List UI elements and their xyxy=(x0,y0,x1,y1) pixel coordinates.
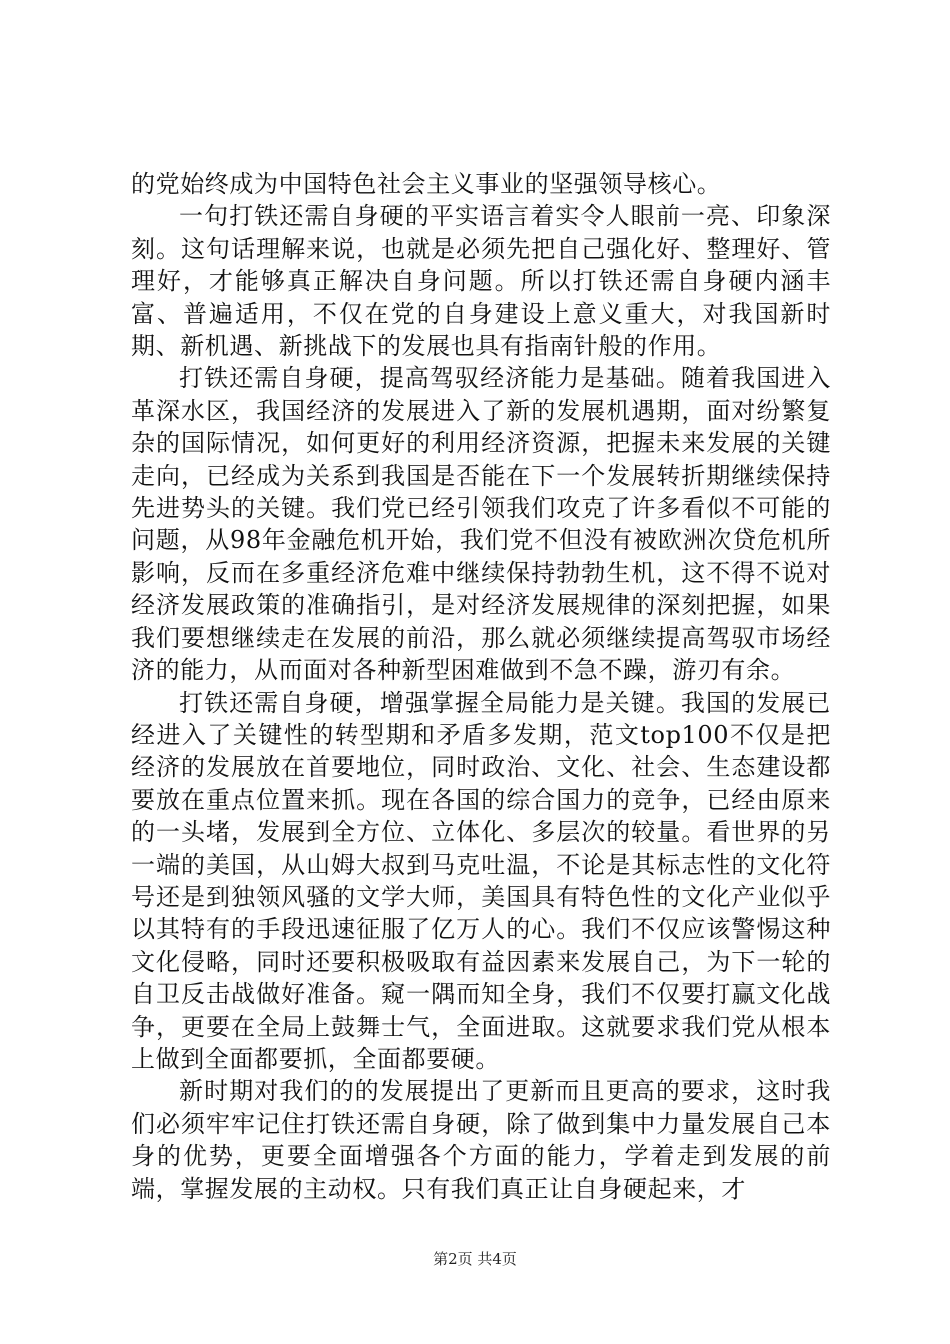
document-body xyxy=(131,168,831,1205)
paragraph-self-discipline: 一句打铁还需自身硬的平实语言着实令人眼前一亮、印象深刻。这句话理解来说，也就是必须先把自己强化好、整理好、管理好，才能够真正解决自身问题。所以打铁还需自身硬内涵丰富、普遍适用，不仅在党的自身建设上意义重大，对我国新时期、新机遇、新挑战下的发展也具有指南针般的作用。 xyxy=(131,202,831,361)
paragraph-economy: 打铁还需自身硬，提高驾驭经济能力是基础。随着我国进入革深水区，我国经济的发展进入了新的发展机遇期，面对纷繁复杂的国际情况，如何更好的利用经济资源，把握未来发展的关键走向，已经成为关系到我国是否能在下一个发展转折期继续保持先进势头的关键。我们党已经引领我们攻克了许多看似不可能的问题，从98年金融危机开始，我们党不但没有被欧洲次贷危机所影响，反而在多重经济危难中继续保持勃勃生机，这不得不说对经济发展政策的准确指引，是对经济发展规律的深刻把握，如果我们要想继续走在发展的前沿，那么就必须继续提高驾驭市场经济的能力，从而面对各种新型困难做到不急不躁，游刃有余。 xyxy=(131,364,831,685)
paragraph-new-era: 新时期对我们的的发展提出了更新而且更高的要求，这时我们必须牢牢记住打铁还需自身硬，除了做到集中力量发展自己本身的优势，更要全面增强各个方面的能力，学着走到发展的前端，掌握发展的主动权。只有我们真正让自身硬起来，才 xyxy=(131,1077,831,1203)
paragraph-continuation: 的党始终成为中国特色社会主义事业的坚强领导核心。 xyxy=(131,170,722,198)
paragraph-overall-ability: 打铁还需自身硬，增强掌握全局能力是关键。我国的发展已经进入了关键性的转型期和矛盾多发期，范文top100不仅是把经济的发展放在首要地位，同时政治、文化、社会、生态建设都要放在重点位置来抓。现在各国的综合国力的竞争，已经由原来的一头堵，发展到全方位、立体化、多层次的较量。看世界的另一端的美国，从山姆大叔到马克吐温，不论是其标志性的文化符号还是到独领风骚的文学大师，美国具有特色性的文化产业似乎以其特有的手段迅速征服了亿万人的心。我们不仅应该警惕这种文化侵略，同时还要积极吸取有益因素来发展自己，为下一轮的自卫反击战做好准备。窥一隅而知全身，我们不仅要打赢文化战争，更要在全局上鼓舞士气，全面进取。这就要求我们党从根本上做到全面都要抓，全面都要硬。 xyxy=(131,688,831,1073)
page-footer: 第2页 共4页 xyxy=(433,1250,517,1268)
